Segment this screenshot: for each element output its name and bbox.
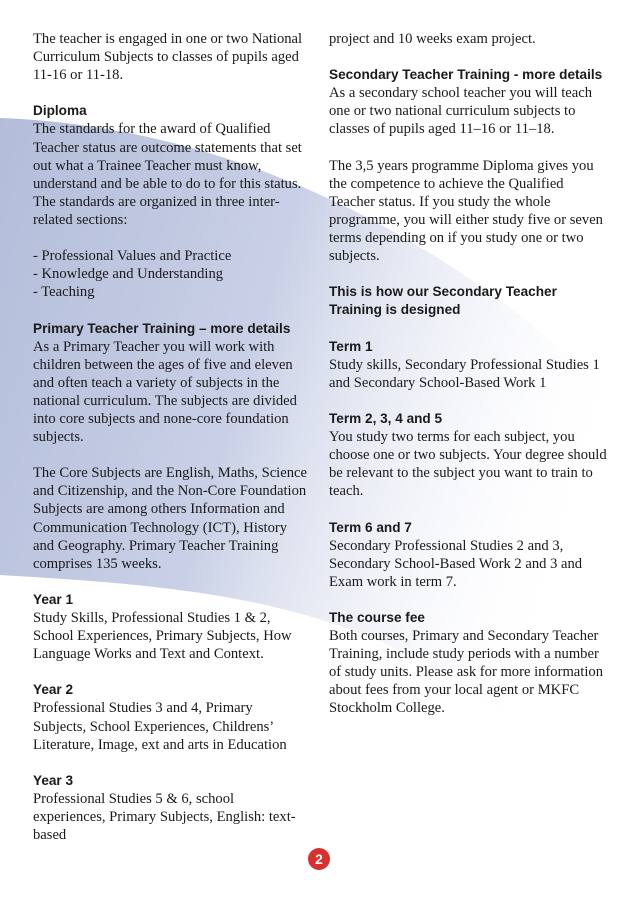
intro-paragraph: The teacher is engaged in one or two National Curriculum Subjects to classes of pupils aged 11-16 or 11-18. xyxy=(33,31,303,84)
year3-paragraph: Professional Studies 5 & 6, school experiences, Primary Subjects, English: text-based xyxy=(33,790,296,844)
term1-paragraph: Study skills, Secondary Professional Studies 1 and Secondary School-Based Work 1 xyxy=(329,356,600,391)
term6-heading: Term 6 and 7 xyxy=(329,519,412,535)
list-item: - Professional Values and Practice xyxy=(33,248,232,265)
year2-heading: Year 2 xyxy=(33,682,74,698)
list-item: - Teaching xyxy=(33,284,95,301)
year1-heading: Year 1 xyxy=(33,591,74,607)
term1-heading: Term 1 xyxy=(329,338,373,354)
training-design-heading: This is how our Secondary Teacher Training is designed xyxy=(329,284,557,318)
year1-paragraph: Study Skills, Professional Studies 1 & 2, School Experiences, Primary Subjects, How Language Works and Text and Context. xyxy=(33,610,292,663)
secondary-paragraph-1: As a secondary school teacher you will teach one or two national curriculum subjects to classes of pupils aged 11–16 or 11–18. xyxy=(329,85,592,138)
secondary-training-heading: Secondary Teacher Training - more details xyxy=(329,67,603,83)
primary-training-heading: Primary Teacher Training – more details xyxy=(33,320,291,336)
secondary-paragraph-2: The 3,5 years programme Diploma gives you the competence to achieve the Qualified Teacher status. If you study the whole programme, you will either study five or seven terms depending on if you study one or two subjects. xyxy=(329,157,603,265)
primary-paragraph-1: As a Primary Teacher you will work with children between the ages of five and eleven and often teach a variety of subjects in the national curriculum. The subjects are divided into core subjects and none-core foundation subjects. xyxy=(33,338,297,446)
page-number-badge: 2 xyxy=(308,848,330,870)
primary-paragraph-2: The Core Subjects are English, Maths, Science and Citizenship, and the Non-Core Foundation Subjects are among others Information and Communication Technology (ICT), History and Geography. Primary Teacher Training comprises 135 weeks. xyxy=(33,465,307,572)
diploma-heading: Diploma xyxy=(33,103,87,119)
spacer xyxy=(329,320,607,338)
diploma-paragraph: The standards for the award of Qualified Teacher status are outcome statements that set out what a Trainee Teacher must know, understand and be able to do to for this status. The standards are organized in three inter-related sections: xyxy=(33,121,302,228)
continuation-paragraph: project and 10 weeks exam project. xyxy=(329,31,536,47)
course-fee-paragraph: Both courses, Primary and Secondary Teacher Training, include study periods with a number of study units. Please ask for more information about fees from your local agent or MKFC Stockholm College. xyxy=(329,628,603,717)
list-item: - Knowledge and Understanding xyxy=(33,266,224,283)
right-column xyxy=(329,30,607,736)
diploma-sections-list xyxy=(33,247,308,301)
year2-paragraph: Professional Studies 3 and 4, Primary Subjects, School Experiences, Childrens’ Literature, Image, ext and arts in Education xyxy=(33,700,287,753)
term2-paragraph: You study two terms for each subject, you choose one or two subjects. Your degree should be relevant to the subject you want to train to teach. xyxy=(329,429,607,500)
term6-paragraph: Secondary Professional Studies 2 and 3, Secondary School-Based Work 2 and 3 and Exam work in term 7. xyxy=(329,537,583,590)
term2-heading: Term 2, 3, 4 and 5 xyxy=(329,410,443,426)
course-fee-heading: The course fee xyxy=(329,610,425,625)
left-column xyxy=(33,30,308,862)
year3-heading: Year 3 xyxy=(33,772,74,788)
